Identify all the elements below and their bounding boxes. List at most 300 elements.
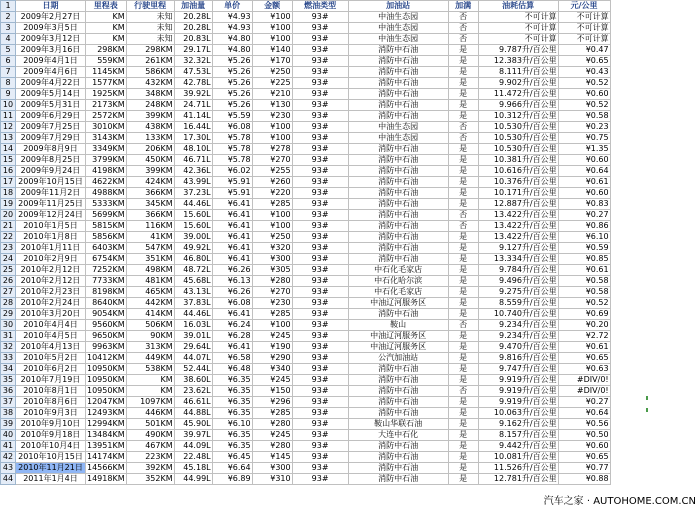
table-cell[interactable]: 93# [292, 56, 348, 67]
table-cell[interactable]: 46.71L [174, 155, 212, 166]
table-cell[interactable]: 20.28L [174, 23, 212, 34]
table-cell[interactable]: 93# [292, 331, 348, 342]
row-header[interactable]: 29 [1, 309, 16, 320]
table-cell[interactable]: ¥4.93 [212, 23, 252, 34]
table-cell[interactable]: 93# [292, 166, 348, 177]
table-cell[interactable]: 2009年7月25日 [16, 122, 86, 133]
table-cell[interactable]: 消防中石油 [348, 386, 448, 397]
row-header[interactable]: 40 [1, 430, 16, 441]
table-cell[interactable]: 93# [292, 155, 348, 166]
row-header[interactable]: 39 [1, 419, 16, 430]
table-cell[interactable]: 消防中石油 [348, 474, 448, 485]
table-cell[interactable]: 467KM [126, 441, 174, 452]
table-cell[interactable]: ¥6.35 [212, 386, 252, 397]
table-cell[interactable]: 490KM [126, 430, 174, 441]
table-cell[interactable]: 2009年8月9日 [16, 144, 86, 155]
row-header[interactable]: 5 [1, 45, 16, 56]
column-header-cell[interactable]: 金额 [252, 1, 292, 12]
table-cell[interactable]: 否 [448, 133, 478, 144]
table-cell[interactable]: 2009年4月6日 [16, 67, 86, 78]
table-cell[interactable]: 9560KM [86, 320, 127, 331]
table-cell[interactable]: 消防中石油 [348, 408, 448, 419]
table-cell[interactable]: ¥5.26 [212, 56, 252, 67]
table-cell[interactable]: ¥6.10 [558, 232, 610, 243]
table-cell[interactable]: 2010年10月4日 [16, 441, 86, 452]
table-cell[interactable]: 5333KM [86, 199, 127, 210]
table-cell[interactable]: ¥6.24 [212, 320, 252, 331]
table-cell[interactable]: 消防中石油 [348, 177, 448, 188]
table-cell[interactable]: ¥6.41 [212, 342, 252, 353]
table-cell[interactable]: ¥5.91 [212, 177, 252, 188]
table-cell[interactable]: 392KM [126, 463, 174, 474]
table-cell[interactable]: 93# [292, 276, 348, 287]
table-cell[interactable]: ¥6.28 [212, 331, 252, 342]
table-cell[interactable]: 9.816升/百公里 [478, 353, 558, 364]
table-cell[interactable]: 93# [292, 463, 348, 474]
table-cell[interactable]: 49.92L [174, 243, 212, 254]
table-cell[interactable]: 9.496升/百公里 [478, 276, 558, 287]
table-cell[interactable]: 93# [292, 45, 348, 56]
row-header[interactable]: 30 [1, 320, 16, 331]
table-cell[interactable]: ¥230 [252, 298, 292, 309]
row-header[interactable]: 7 [1, 67, 16, 78]
table-cell[interactable]: 是 [448, 441, 478, 452]
table-cell[interactable]: 93# [292, 375, 348, 386]
table-cell[interactable]: 414KM [126, 309, 174, 320]
table-cell[interactable]: 中石化哈尔滨 [348, 276, 448, 287]
table-cell[interactable]: 93# [292, 34, 348, 45]
table-cell[interactable]: 消防中石油 [348, 309, 448, 320]
column-header-cell[interactable]: 加油站 [348, 1, 448, 12]
row-header[interactable]: 41 [1, 441, 16, 452]
table-cell[interactable]: ¥0.58 [558, 276, 610, 287]
table-cell[interactable]: 9.966升/百公里 [478, 100, 558, 111]
table-cell[interactable]: 是 [448, 287, 478, 298]
table-cell[interactable]: 中油生态园 [348, 12, 448, 23]
table-cell[interactable]: 否 [448, 320, 478, 331]
table-cell[interactable]: 93# [292, 254, 348, 265]
table-cell[interactable]: ¥6.08 [212, 298, 252, 309]
table-cell[interactable]: ¥255 [252, 166, 292, 177]
table-cell[interactable]: 2009年8月25日 [16, 155, 86, 166]
table-cell[interactable]: 2173KM [86, 100, 127, 111]
table-cell[interactable]: 5699KM [86, 210, 127, 221]
table-cell[interactable]: 366KM [126, 210, 174, 221]
table-cell[interactable]: ¥2.72 [558, 331, 610, 342]
table-cell[interactable]: 93# [292, 89, 348, 100]
table-cell[interactable]: 2010年10月15日 [16, 452, 86, 463]
table-cell[interactable]: ¥0.61 [558, 177, 610, 188]
table-cell[interactable]: ¥100 [252, 221, 292, 232]
table-cell[interactable]: ¥6.08 [212, 122, 252, 133]
table-cell[interactable]: 9054KM [86, 309, 127, 320]
table-cell[interactable]: ¥0.65 [558, 353, 610, 364]
table-cell[interactable]: 中石化毛家店 [348, 265, 448, 276]
table-cell[interactable]: 6754KM [86, 254, 127, 265]
table-cell[interactable]: 352KM [126, 474, 174, 485]
table-cell[interactable]: ¥0.83 [558, 199, 610, 210]
table-cell[interactable]: ¥140 [252, 45, 292, 56]
table-cell[interactable]: 7733KM [86, 276, 127, 287]
row-header[interactable]: 34 [1, 364, 16, 375]
table-cell[interactable]: 是 [448, 232, 478, 243]
table-cell[interactable]: 93# [292, 342, 348, 353]
table-cell[interactable]: 2572KM [86, 111, 127, 122]
table-cell[interactable]: ¥6.35 [212, 397, 252, 408]
table-cell[interactable]: ¥100 [252, 34, 292, 45]
table-cell[interactable]: 2010年1月5日 [16, 221, 86, 232]
table-cell[interactable]: 未知 [126, 23, 174, 34]
table-cell[interactable]: 鞍山 [348, 320, 448, 331]
table-cell[interactable]: 是 [448, 199, 478, 210]
table-cell[interactable]: 93# [292, 430, 348, 441]
table-cell[interactable]: ¥340 [252, 364, 292, 375]
table-cell[interactable]: ¥0.50 [558, 430, 610, 441]
table-cell[interactable]: ¥6.41 [212, 221, 252, 232]
table-cell[interactable]: ¥100 [252, 12, 292, 23]
table-cell[interactable]: 6403KM [86, 243, 127, 254]
table-cell[interactable]: 13951KM [87, 441, 125, 450]
table-cell[interactable]: 8.157升/百公里 [478, 430, 558, 441]
table-cell[interactable]: 538KM [126, 364, 174, 375]
table-cell[interactable]: ¥0.23 [558, 122, 610, 133]
table-cell[interactable]: 消防中石油 [348, 441, 448, 452]
table-cell[interactable]: 10.530升/百公里 [478, 133, 558, 144]
row-header[interactable]: 23 [1, 243, 16, 254]
table-cell[interactable]: 20.83L [174, 34, 212, 45]
table-cell[interactable]: 是 [448, 408, 478, 419]
table-cell[interactable]: 3349KM [86, 144, 127, 155]
table-cell[interactable]: 15.60L [174, 221, 212, 232]
table-cell[interactable]: ¥4.80 [212, 34, 252, 45]
table-cell[interactable]: 8.559升/百公里 [478, 298, 558, 309]
table-cell[interactable]: ¥6.41 [212, 243, 252, 254]
table-cell[interactable]: 是 [448, 45, 478, 56]
table-cell[interactable]: 2009年7月29日 [16, 133, 86, 144]
table-cell[interactable]: 2010年2月12日 [16, 276, 86, 287]
table-cell[interactable]: 93# [292, 210, 348, 221]
table-cell[interactable]: ¥278 [252, 144, 292, 155]
table-cell[interactable]: ¥6.41 [212, 309, 252, 320]
table-cell[interactable]: 中石化毛家店 [348, 287, 448, 298]
table-cell[interactable]: 是 [448, 430, 478, 441]
table-cell[interactable]: 10.616升/百公里 [478, 166, 558, 177]
table-cell[interactable]: 消防中石油 [348, 463, 448, 474]
table-cell[interactable]: 93# [292, 133, 348, 144]
table-cell[interactable]: 3799KM [86, 155, 127, 166]
table-cell[interactable]: 13.422升/百公里 [478, 221, 558, 232]
table-cell[interactable]: 是 [448, 155, 478, 166]
table-cell[interactable]: 2010年1月11日 [16, 243, 86, 254]
table-cell[interactable]: 中油辽河服务区 [348, 331, 448, 342]
table-cell[interactable]: 不可计算 [558, 23, 610, 34]
table-cell[interactable]: 2009年6月29日 [16, 111, 86, 122]
table-cell[interactable]: ¥6.35 [212, 430, 252, 441]
table-cell[interactable]: 10.740升/百公里 [478, 309, 558, 320]
table-cell[interactable]: 2010年2月12日 [16, 265, 86, 276]
table-cell[interactable]: 是 [448, 89, 478, 100]
table-cell[interactable]: 是 [448, 100, 478, 111]
table-cell[interactable]: 12493KM [87, 408, 125, 417]
table-cell[interactable]: ¥290 [252, 353, 292, 364]
table-cell[interactable]: 未知 [126, 12, 174, 23]
table-cell[interactable]: 39.92L [174, 89, 212, 100]
table-cell[interactable]: ¥4.93 [212, 12, 252, 23]
table-cell[interactable]: ¥245 [252, 331, 292, 342]
table-cell[interactable]: 13.422升/百公里 [478, 232, 558, 243]
table-cell[interactable]: ¥6.89 [212, 474, 252, 485]
table-cell[interactable]: 消防中石油 [348, 166, 448, 177]
table-cell[interactable]: 39.01L [174, 331, 212, 342]
table-cell[interactable]: ¥305 [252, 265, 292, 276]
table-cell[interactable]: ¥6.48 [212, 364, 252, 375]
table-cell[interactable]: 48.10L [174, 144, 212, 155]
table-cell[interactable]: 2010年2月24日 [16, 298, 86, 309]
table-cell[interactable]: 不可计算 [478, 34, 558, 45]
table-cell[interactable]: 2010年11月21日 [16, 463, 86, 474]
table-cell[interactable]: 47.53L [174, 67, 212, 78]
table-cell[interactable]: 93# [292, 386, 348, 397]
table-cell[interactable]: 9650KM [86, 331, 127, 342]
table-cell[interactable]: 12047KM [87, 397, 125, 406]
table-cell[interactable]: ¥0.52 [558, 100, 610, 111]
table-cell[interactable]: ¥1.35 [558, 144, 610, 155]
table-cell[interactable]: ¥0.27 [558, 397, 610, 408]
table-cell[interactable]: 506KM [126, 320, 174, 331]
table-cell[interactable]: 2009年10月15日 [16, 177, 86, 188]
table-cell[interactable]: 是 [448, 265, 478, 276]
table-cell[interactable]: KM [86, 23, 127, 34]
table-cell[interactable]: 12994KM [87, 419, 125, 428]
table-cell[interactable]: 是 [448, 342, 478, 353]
table-cell[interactable]: ¥0.63 [558, 364, 610, 375]
table-cell[interactable]: 9.275升/百公里 [478, 287, 558, 298]
table-cell[interactable]: 5815KM [86, 221, 127, 232]
table-cell[interactable]: ¥280 [252, 441, 292, 452]
row-header[interactable]: 20 [1, 210, 16, 221]
table-cell[interactable]: 44.46L [174, 309, 212, 320]
row-header[interactable]: 35 [1, 375, 16, 386]
table-cell[interactable]: 93# [292, 177, 348, 188]
table-cell[interactable]: ¥0.52 [558, 78, 610, 89]
table-cell[interactable]: 1145KM [86, 67, 127, 78]
table-cell[interactable]: 11.472升/百公里 [478, 89, 558, 100]
row-header[interactable]: 6 [1, 56, 16, 67]
table-cell[interactable]: 12.887升/百公里 [478, 199, 558, 210]
row-header[interactable]: 1 [1, 1, 16, 12]
table-cell[interactable]: 不可计算 [478, 23, 558, 34]
table-cell[interactable]: 9.919升/百公里 [478, 397, 558, 408]
column-header-cell[interactable]: 行驶里程 [126, 1, 174, 12]
table-cell[interactable]: 44.07L [174, 353, 212, 364]
column-header-cell[interactable]: 日期 [16, 1, 86, 12]
table-cell[interactable]: ¥0.88 [558, 474, 610, 485]
column-header-cell[interactable]: 加油量 [174, 1, 212, 12]
table-cell[interactable]: ¥320 [252, 243, 292, 254]
table-cell[interactable]: 是 [448, 452, 478, 463]
table-cell[interactable]: 465KM [126, 287, 174, 298]
table-cell[interactable]: 93# [292, 287, 348, 298]
table-cell[interactable]: ¥100 [252, 210, 292, 221]
table-cell[interactable]: 9.902升/百公里 [478, 78, 558, 89]
table-cell[interactable]: 是 [448, 419, 478, 430]
table-cell[interactable]: 133KM [126, 133, 174, 144]
table-cell[interactable]: 消防中石油 [348, 199, 448, 210]
table-cell[interactable]: ¥0.60 [558, 89, 610, 100]
table-cell[interactable]: 是 [448, 397, 478, 408]
table-cell[interactable]: 否 [448, 210, 478, 221]
table-cell[interactable]: 43.13L [174, 287, 212, 298]
table-cell[interactable]: 消防中石油 [348, 67, 448, 78]
table-cell[interactable]: 是 [448, 309, 478, 320]
table-cell[interactable]: 14918KM [87, 474, 125, 483]
table-cell[interactable]: 432KM [126, 78, 174, 89]
table-cell[interactable]: 48.72L [174, 265, 212, 276]
table-cell[interactable]: 中油生态园 [348, 34, 448, 45]
table-cell[interactable]: 消防中石油 [348, 254, 448, 265]
table-cell[interactable]: 248KM [126, 100, 174, 111]
table-cell[interactable]: 2011年1月4日 [16, 474, 86, 485]
table-cell[interactable]: 消防中石油 [348, 56, 448, 67]
table-cell[interactable]: 9.442升/百公里 [478, 441, 558, 452]
table-cell[interactable]: 消防中石油 [348, 78, 448, 89]
table-cell[interactable]: ¥100 [252, 320, 292, 331]
table-cell[interactable]: ¥230 [252, 111, 292, 122]
table-cell[interactable]: 消防中石油 [348, 155, 448, 166]
column-header-cell[interactable]: 单价 [212, 1, 252, 12]
row-header[interactable]: 12 [1, 122, 16, 133]
table-cell[interactable]: 消防中石油 [348, 243, 448, 254]
table-cell[interactable]: ¥6.35 [212, 441, 252, 452]
table-cell[interactable]: 2010年9月10日 [16, 419, 86, 430]
table-cell[interactable]: ¥310 [252, 474, 292, 485]
table-cell[interactable]: 348KM [126, 89, 174, 100]
table-cell[interactable]: 10.530升/百公里 [478, 122, 558, 133]
table-cell[interactable]: ¥5.59 [212, 111, 252, 122]
table-cell[interactable]: 20.28L [174, 12, 212, 23]
table-cell[interactable]: 93# [292, 199, 348, 210]
table-cell[interactable]: ¥0.58 [558, 111, 610, 122]
table-cell[interactable]: 12.383升/百公里 [478, 56, 558, 67]
row-header[interactable]: 18 [1, 188, 16, 199]
table-cell[interactable]: 是 [448, 166, 478, 177]
table-cell[interactable]: 2009年4月1日 [16, 56, 86, 67]
table-cell[interactable]: ¥0.61 [558, 342, 610, 353]
row-header[interactable]: 32 [1, 342, 16, 353]
table-cell[interactable]: 不可计算 [478, 12, 558, 23]
table-cell[interactable]: 是 [448, 144, 478, 155]
table-cell[interactable]: 23.62L [174, 386, 212, 397]
table-cell[interactable]: ¥100 [252, 133, 292, 144]
table-cell[interactable]: 消防中石油 [348, 452, 448, 463]
table-cell[interactable]: 41.14L [174, 111, 212, 122]
table-cell[interactable]: 消防中石油 [348, 364, 448, 375]
row-header[interactable]: 44 [1, 474, 16, 485]
table-cell[interactable]: 2009年3月5日 [16, 23, 86, 34]
table-cell[interactable]: 93# [292, 452, 348, 463]
table-cell[interactable]: ¥6.64 [212, 463, 252, 474]
table-cell[interactable]: ¥250 [252, 232, 292, 243]
table-cell[interactable]: 15.60L [174, 210, 212, 221]
row-header[interactable]: 33 [1, 353, 16, 364]
table-cell[interactable]: 446KM [126, 408, 174, 419]
row-header[interactable]: 9 [1, 89, 16, 100]
table-cell[interactable]: 10412KM [87, 353, 125, 362]
table-cell[interactable]: 93# [292, 78, 348, 89]
table-cell[interactable]: 2010年9月18日 [16, 430, 86, 441]
row-header[interactable]: 3 [1, 23, 16, 34]
table-cell[interactable]: 9.784升/百公里 [478, 265, 558, 276]
table-cell[interactable]: ¥210 [252, 89, 292, 100]
table-cell[interactable]: 29.17L [174, 45, 212, 56]
row-header[interactable]: 24 [1, 254, 16, 265]
table-cell[interactable]: 93# [292, 441, 348, 452]
table-cell[interactable]: ¥170 [252, 56, 292, 67]
table-cell[interactable]: 38.60L [174, 375, 212, 386]
table-cell[interactable]: ¥5.26 [212, 100, 252, 111]
table-cell[interactable]: KM [86, 34, 127, 45]
table-cell[interactable]: KM [126, 386, 174, 397]
row-header[interactable]: 42 [1, 452, 16, 463]
table-cell[interactable]: 93# [292, 419, 348, 430]
table-cell[interactable]: 223KM [126, 452, 174, 463]
table-cell[interactable]: ¥130 [252, 100, 292, 111]
table-cell[interactable]: 13.334升/百公里 [478, 254, 558, 265]
table-cell[interactable]: ¥5.78 [212, 155, 252, 166]
table-cell[interactable]: 10.312升/百公里 [478, 111, 558, 122]
column-header-cell[interactable]: 油耗估算 [478, 1, 558, 12]
table-cell[interactable]: 2009年11月25日 [16, 199, 86, 210]
table-cell[interactable]: ¥0.56 [558, 419, 610, 430]
table-cell[interactable]: 9.234升/百公里 [478, 320, 558, 331]
table-cell[interactable]: 2010年5月2日 [16, 353, 86, 364]
table-cell[interactable]: 547KM [126, 243, 174, 254]
table-cell[interactable]: 是 [448, 243, 478, 254]
table-cell[interactable]: 93# [292, 12, 348, 23]
table-cell[interactable]: KM [86, 12, 127, 23]
table-cell[interactable]: 10950KM [87, 375, 125, 384]
table-cell[interactable]: 中油生态园 [348, 23, 448, 34]
row-header[interactable]: 31 [1, 331, 16, 342]
table-cell[interactable]: 14174KM [87, 452, 125, 461]
table-cell[interactable]: 41KM [126, 232, 174, 243]
table-cell[interactable]: 16.03L [174, 320, 212, 331]
table-cell[interactable]: 2009年3月16日 [16, 45, 86, 56]
row-header[interactable]: 27 [1, 287, 16, 298]
table-cell[interactable]: 559KM [86, 56, 127, 67]
table-cell[interactable]: 42.36L [174, 166, 212, 177]
table-cell[interactable]: 93# [292, 221, 348, 232]
table-cell[interactable]: ¥0.61 [558, 265, 610, 276]
table-cell[interactable]: ¥0.58 [558, 287, 610, 298]
table-cell[interactable]: ¥6.26 [212, 287, 252, 298]
table-cell[interactable]: 3143KM [86, 133, 127, 144]
table-cell[interactable]: 是 [448, 56, 478, 67]
table-cell[interactable]: ¥300 [252, 254, 292, 265]
table-cell[interactable]: 大连中石化 [348, 430, 448, 441]
table-cell[interactable]: ¥6.41 [212, 210, 252, 221]
table-cell[interactable]: 93# [292, 309, 348, 320]
table-cell[interactable]: 29.64L [174, 342, 212, 353]
table-cell[interactable]: 是 [448, 364, 478, 375]
table-cell[interactable]: 442KM [126, 298, 174, 309]
table-cell[interactable]: ¥6.41 [212, 199, 252, 210]
table-cell[interactable]: ¥6.45 [212, 452, 252, 463]
table-cell[interactable]: ¥0.60 [558, 188, 610, 199]
table-cell[interactable]: ¥0.77 [558, 463, 610, 474]
table-cell[interactable]: ¥6.41 [212, 254, 252, 265]
table-cell[interactable]: 10950KM [87, 386, 125, 395]
